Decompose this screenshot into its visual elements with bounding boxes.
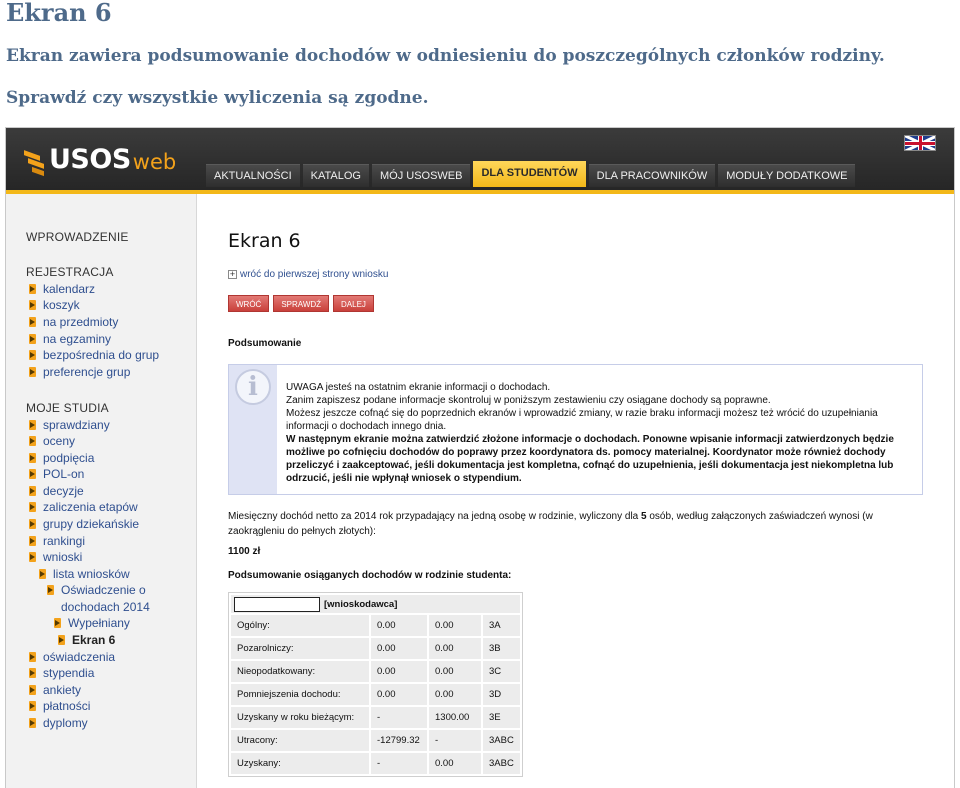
- logo-mark-icon: [24, 151, 46, 175]
- row-value-2: 1300.00: [429, 707, 481, 728]
- main-nav: [206, 164, 858, 187]
- sidebar-item-dyplomy[interactable]: dyplomy: [28, 716, 88, 730]
- sidebar-item-oceny[interactable]: oceny: [28, 434, 75, 448]
- arrow-icon: [28, 668, 37, 678]
- arrow-icon: [28, 469, 37, 479]
- row-value-1: 0.00: [371, 615, 427, 636]
- arrow-icon: [28, 436, 37, 446]
- nav-katalog[interactable]: KATALOG: [303, 164, 369, 187]
- nav-dla-pracownikow[interactable]: DLA PRACOWNIKÓW: [589, 164, 716, 187]
- summary-heading: Podsumowanie: [228, 338, 302, 349]
- sidebar-item-zaliczenia[interactable]: zaliczenia etapów: [28, 500, 138, 514]
- row-code: 3E: [483, 707, 520, 728]
- family-income-heading: Podsumowanie osiąganych dochodów w rodzinie studenta:: [228, 570, 512, 581]
- info-next-screen: W następnym ekranie można zatwierdzić złożone informacje o dochodach. Ponowne wpisanie informacji zatwierdzonych będzie możliwe po cofnięciu dochodów do poprawy przez koordynatora ds. pomocy materialnej. Koordynator może również dochody przeliczyć i zaakceptować, jeśli dokumentacja jest kompletna, cofnąć do uzupełnienia, jeśli dokumentacja jest niekompletna lub odrzucić, jeśli nie wpłynął wniosek o stypendium.: [286, 434, 894, 484]
- sidebar-item-wnioski[interactable]: wnioski: [28, 550, 82, 564]
- applicant-cell: [wnioskodawca]: [231, 595, 520, 613]
- logo-text: USOS: [49, 144, 131, 175]
- arrow-icon: [28, 652, 37, 662]
- sidebar-item-oswiadczenie-line2[interactable]: dochodach 2014: [61, 600, 150, 614]
- info-text: [286, 381, 916, 485]
- row-code: 3ABC: [483, 730, 520, 751]
- sidebar-item-rankingi[interactable]: rankingi: [28, 534, 85, 548]
- sidebar-item-koszyk[interactable]: koszyk: [28, 298, 80, 312]
- sidebar-heading-registration[interactable]: REJESTRACJA: [26, 265, 114, 279]
- row-label: Nieopodatkowany:: [231, 661, 369, 682]
- row-label: Ogólny:: [231, 615, 369, 636]
- usosweb-logo[interactable]: [24, 143, 176, 175]
- sidebar-item-podpiecia[interactable]: podpięcia: [28, 451, 94, 465]
- table-row: [231, 684, 520, 705]
- top-bar: [6, 128, 954, 190]
- table-row: [231, 638, 520, 659]
- arrow-icon: [28, 453, 37, 463]
- sidebar-item-wypelniany[interactable]: Wypełniany: [53, 616, 130, 630]
- sidebar-item-grupy[interactable]: grupy dziekańskie: [28, 517, 139, 531]
- sidebar-item-pol-on[interactable]: POL-on: [28, 467, 84, 481]
- row-code: 3D: [483, 684, 520, 705]
- arrow-icon: [57, 635, 66, 645]
- back-to-first-page-link[interactable]: + wróć do pierwszej strony wniosku: [229, 269, 389, 280]
- info-box: [228, 364, 923, 495]
- sidebar-item-ankiety[interactable]: ankiety: [28, 683, 81, 697]
- income-table: [228, 592, 523, 777]
- info-check: Zanim zapiszesz podane informacje skontroluj w poniższym zestawieniu czy osiągane dochody są poprawne.: [286, 395, 771, 406]
- row-value-2: 0.00: [429, 638, 481, 659]
- sidebar-item-oswiadczenie[interactable]: Oświadczenie o: [46, 583, 146, 597]
- row-value-1: 0.00: [371, 638, 427, 659]
- sidebar-item-sprawdziany[interactable]: sprawdziany: [28, 418, 110, 432]
- income-amount: 1100 zł: [228, 546, 261, 557]
- page-title: Ekran 6: [228, 230, 301, 252]
- sidebar-item-ekran-6[interactable]: Ekran 6: [57, 633, 115, 647]
- document-description: Ekran zawiera podsumowanie dochodów w odniesieniu do poszczególnych członków rodziny.: [6, 46, 885, 66]
- sidebar-item-stypendia[interactable]: stypendia: [28, 666, 94, 680]
- income-summary-text: Miesięczny dochód netto za 2014 rok przypadający na jedną osobę w rodzinie, wyliczony dla 5 osób, według załączonych zaświadczeń wynosi (w zaokrągleniu do pełnych złotych):: [228, 511, 873, 537]
- arrow-icon: [28, 685, 37, 695]
- row-code: 3B: [483, 638, 520, 659]
- row-value-1: 0.00: [371, 661, 427, 682]
- usosweb-screenshot: [5, 127, 955, 788]
- nav-moduly-dodatkowe[interactable]: MODUŁY DODATKOWE: [718, 164, 855, 187]
- arrow-icon: [53, 618, 62, 628]
- row-label: Uzyskany w roku bieżącym:: [231, 707, 369, 728]
- table-row: [231, 753, 520, 774]
- table-row: [231, 707, 520, 728]
- table-row: [231, 661, 520, 682]
- row-value-2: 0.00: [429, 661, 481, 682]
- row-value-2: 0.00: [429, 753, 481, 774]
- info-warning: UWAGA jesteś na ostatnim ekranie informacji o dochodach.: [286, 382, 551, 393]
- info-return: Możesz jeszcze cofnąć się do poprzednich ekranów i wprowadzić zmiany, w razie braku informacji możesz też wrócić do uzupełniania informacji o dochodach innego dnia.: [286, 408, 878, 432]
- arrow-icon: [28, 350, 37, 360]
- sidebar: [6, 194, 197, 788]
- arrow-icon: [28, 536, 37, 546]
- row-value-2: -: [429, 730, 481, 751]
- back-button[interactable]: WRÓĆ: [228, 295, 269, 312]
- sidebar-item-na-przedmioty[interactable]: na przedmioty: [28, 315, 118, 329]
- logo-suffix: web: [132, 150, 177, 174]
- arrow-icon: [28, 701, 37, 711]
- row-label: Utracony:: [231, 730, 369, 751]
- check-button[interactable]: SPRAWDŹ: [273, 295, 329, 312]
- arrow-icon: [28, 284, 37, 294]
- arrow-icon: [38, 569, 47, 579]
- sidebar-heading-studies[interactable]: MOJE STUDIA: [26, 401, 109, 415]
- row-value-1: -: [371, 753, 427, 774]
- button-bar: [228, 295, 378, 312]
- arrow-icon: [28, 552, 37, 562]
- arrow-icon: [28, 300, 37, 310]
- arrow-icon: [28, 519, 37, 529]
- sidebar-item-lista-wnioskow[interactable]: lista wniosków: [38, 567, 130, 581]
- sidebar-item-decyzje[interactable]: decyzje: [28, 484, 84, 498]
- arrow-icon: [46, 585, 55, 595]
- row-value-1: -12799.32: [371, 730, 427, 751]
- sidebar-item-na-egzaminy[interactable]: na egzaminy: [28, 332, 111, 346]
- document-instruction: Sprawdź czy wszystkie wyliczenia są zgodne.: [6, 88, 429, 108]
- applicant-name-redacted: [234, 597, 320, 612]
- row-label: Uzyskany:: [231, 753, 369, 774]
- arrow-icon: [28, 367, 37, 377]
- sidebar-item-oswiadczenia[interactable]: oświadczenia: [28, 650, 115, 664]
- row-label: Pozarolniczy:: [231, 638, 369, 659]
- table-row: [231, 730, 520, 751]
- sidebar-item-bezposrednia[interactable]: bezpośrednia do grup: [28, 348, 159, 362]
- next-button[interactable]: DALEJ: [333, 295, 374, 312]
- arrow-icon: [28, 420, 37, 430]
- arrow-icon: [28, 317, 37, 327]
- row-value-1: -: [371, 707, 427, 728]
- arrow-icon: [28, 718, 37, 728]
- table-header: [231, 595, 520, 613]
- person-count: 5: [641, 511, 647, 522]
- sidebar-item-kalendarz[interactable]: kalendarz: [28, 282, 95, 296]
- row-code: 3C: [483, 661, 520, 682]
- document-title: Ekran 6: [6, 0, 112, 27]
- arrow-icon: [28, 334, 37, 344]
- sidebar-item-preferencje[interactable]: preferencje grup: [28, 365, 130, 379]
- row-value-1: 0.00: [371, 684, 427, 705]
- arrow-icon: [28, 502, 37, 512]
- row-value-2: 0.00: [429, 615, 481, 636]
- nav-dla-studentow[interactable]: DLA STUDENTÓW: [473, 161, 585, 187]
- arrow-icon: [28, 486, 37, 496]
- uk-flag-icon[interactable]: [904, 135, 936, 151]
- expand-plus-icon: +: [229, 269, 236, 279]
- table-row: [231, 615, 520, 636]
- row-code: 3ABC: [483, 753, 520, 774]
- row-code: 3A: [483, 615, 520, 636]
- info-icon: i: [235, 369, 271, 405]
- sidebar-heading-intro[interactable]: WPROWADZENIE: [26, 230, 129, 244]
- nav-aktualnosci[interactable]: AKTUALNOŚCI: [206, 164, 300, 187]
- row-value-2: 0.00: [429, 684, 481, 705]
- sidebar-item-platnosci[interactable]: płatności: [28, 699, 90, 713]
- row-label: Pomniejszenia dochodu:: [231, 684, 369, 705]
- nav-moj-usosweb[interactable]: MÓJ USOSWEB: [372, 164, 471, 187]
